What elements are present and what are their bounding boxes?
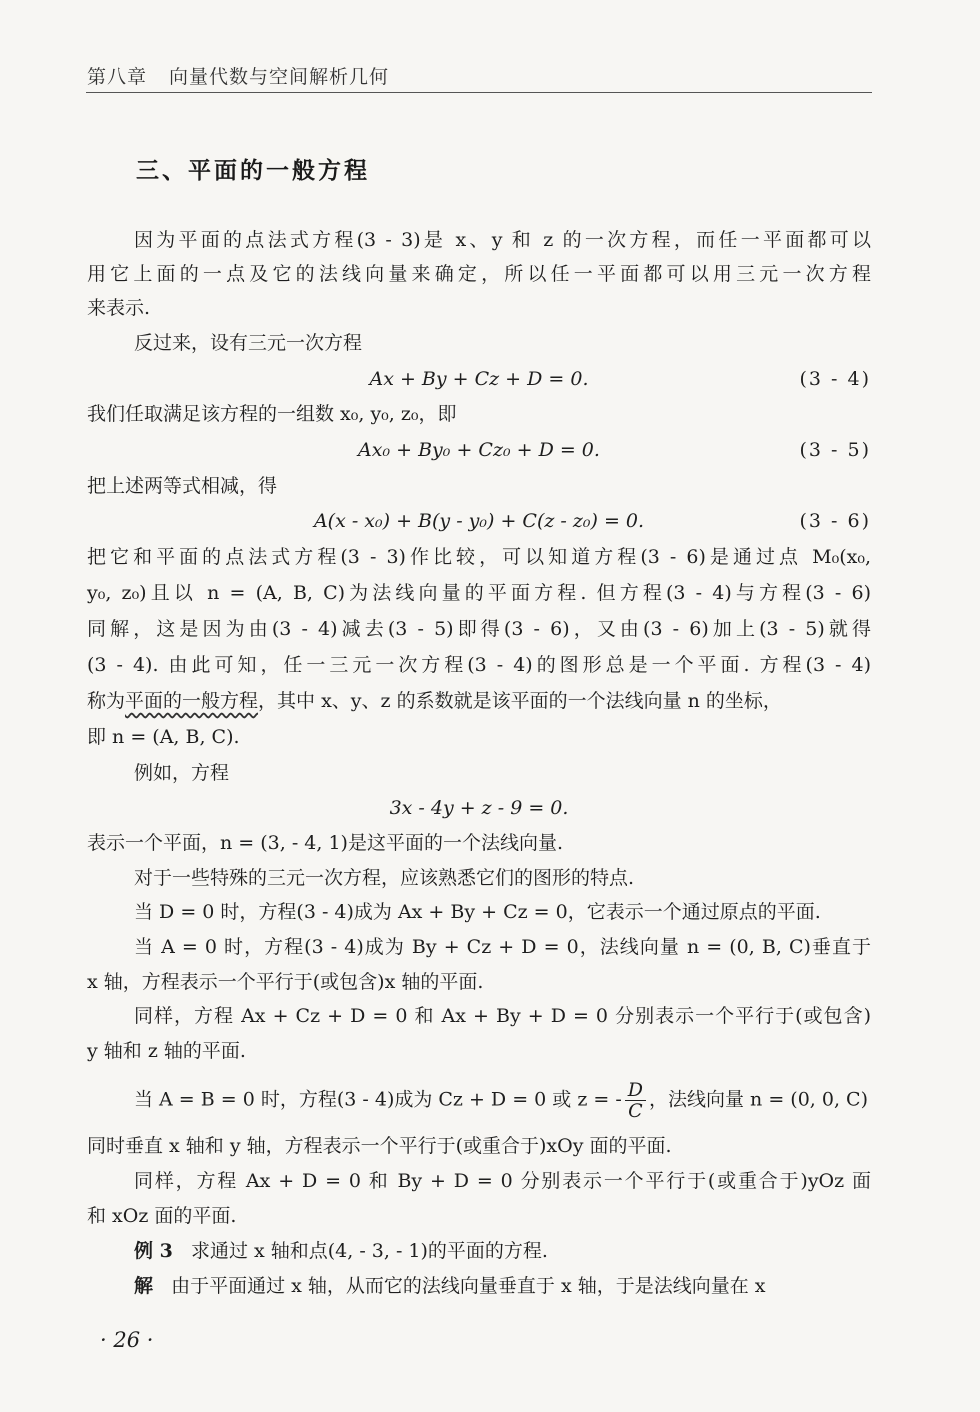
text-run: 当 A = B = 0 时，方程(3 - 4)成为 Cz + D = 0 或 z = - [134,1088,622,1111]
running-header [87,62,389,89]
paragraph-line: 把上述两等式相减，得 [87,475,278,497]
definition-term: 平面的一般方程 [125,690,259,712]
fraction-denominator: C [628,1100,643,1122]
paragraph-line: 对于一些特殊的三元一次方程，应该熟悉它们的图形的特点. [134,867,635,889]
equation-text: Ax₀ + By₀ + Cz₀ + D = 0. [358,439,600,461]
paragraph-line [134,1079,871,1122]
equation-number: (3 - 4) [799,368,871,390]
paragraph-line: 同时垂直 x 轴和 y 轴，方程表示一个平行于(或重合于)xOy 面的平面. [87,1135,672,1157]
paragraph-line: 表示一个平面，n = (3, - 4, 1)是这平面的一个法线向量. [87,832,563,854]
paragraph-line: y₀, z₀)且以 n = (A, B, C)为法线向量的平面方程. 但方程(3 - 4)与方程(3 - 6) [87,582,871,604]
paragraph-line: 当 D = 0 时，方程(3 - 4)成为 Ax + By + Cz = 0，它表示一个通过原点的平面. [134,901,821,923]
paragraph-line: 把它和平面的点法式方程(3 - 3)作比较，可以知道方程(3 - 6)是通过点 M₀(x₀, [87,546,871,568]
paragraph-line: 即 n = (A, B, C). [87,726,240,748]
paragraph-line [87,683,871,719]
text-run: 求通过 x 轴和点(4, - 3, - 1)的平面的方程. [190,1240,548,1262]
example-equation: 3x - 4y + z - 9 = 0. [389,797,569,819]
paragraph-line: 反过来，设有三元一次方程 [134,332,363,354]
example-label: 例 3 [134,1240,173,1262]
fraction-numerator: D [625,1080,646,1101]
solution-label: 解 [134,1275,154,1297]
equation-3-4 [87,361,871,397]
equation-3-6 [87,503,871,539]
equation-number: (3 - 6) [799,510,871,532]
paragraph-line: 因为平面的点法式方程(3 - 3)是 x、y 和 z 的一次方程，而任一平面都可以 [134,229,871,251]
paragraph-line: 用它上面的一点及它的法线向量来确定，所以任一平面都可以用三元一次方程 [87,263,871,285]
fraction [625,1080,646,1121]
equation-text: Ax + By + Cz + D = 0. [369,368,589,390]
text-run: ，法线向量 n = (0, 0, C) [649,1088,868,1111]
paragraph-line: 同解，这是因为由(3 - 4)减去(3 - 5)即得(3 - 6)，又由(3 - 6)加上(3 - 5)就得 [87,618,871,640]
paragraph-line: 例如，方程 [134,762,230,784]
paragraph-line: y 轴和 z 轴的平面. [87,1040,246,1062]
chapter-title: 向量代数与空间解析几何 [169,66,390,88]
text-run: 由于平面通过 x 轴，从而它的法线向量垂直于 x 轴，于是法线向量在 x [171,1275,766,1297]
paragraph-line: 和 xOz 面的平面. [87,1205,237,1227]
paragraph-line: (3 - 4). 由此可知，任一三元一次方程(3 - 4)的图形总是一个平面. 方程(3 - 4) [87,654,871,676]
example-line [134,1233,871,1269]
equation-text: A(x - x₀) + B(y - y₀) + C(z - z₀) = 0. [313,510,645,532]
text-run: ，其中 x、y、z 的系数就是该平面的一个法线向量 n 的坐标， [258,690,782,712]
solution-line [134,1268,871,1304]
equation-3-5 [87,432,871,468]
page-number: · 26 · [100,1328,154,1352]
header-rule [86,92,872,93]
paragraph-line: 来表示. [87,297,151,319]
paragraph-line: 同样，方程 Ax + D = 0 和 By + D = 0 分别表示一个平行于(或重合于)yOz 面 [134,1170,871,1192]
paragraph-line: 我们任取满足该方程的一组数 x₀, y₀, z₀，即 [87,403,457,425]
paragraph-line: 同样，方程 Ax + Cz + D = 0 和 Ax + By + D = 0 分别表示一个平行于(或包含) [134,1005,871,1027]
equation-number: (3 - 5) [799,439,871,461]
text-run: 称为 [87,690,126,712]
paragraph-line: 当 A = 0 时，方程(3 - 4)成为 By + Cz + D = 0，法线向量 n = (0, B, C)垂直于 [134,936,871,958]
chapter-label: 第八章 [87,66,148,88]
paragraph-line: x 轴，方程表示一个平行于(或包含)x 轴的平面. [87,971,484,993]
section-title: 三、平面的一般方程 [136,158,370,184]
